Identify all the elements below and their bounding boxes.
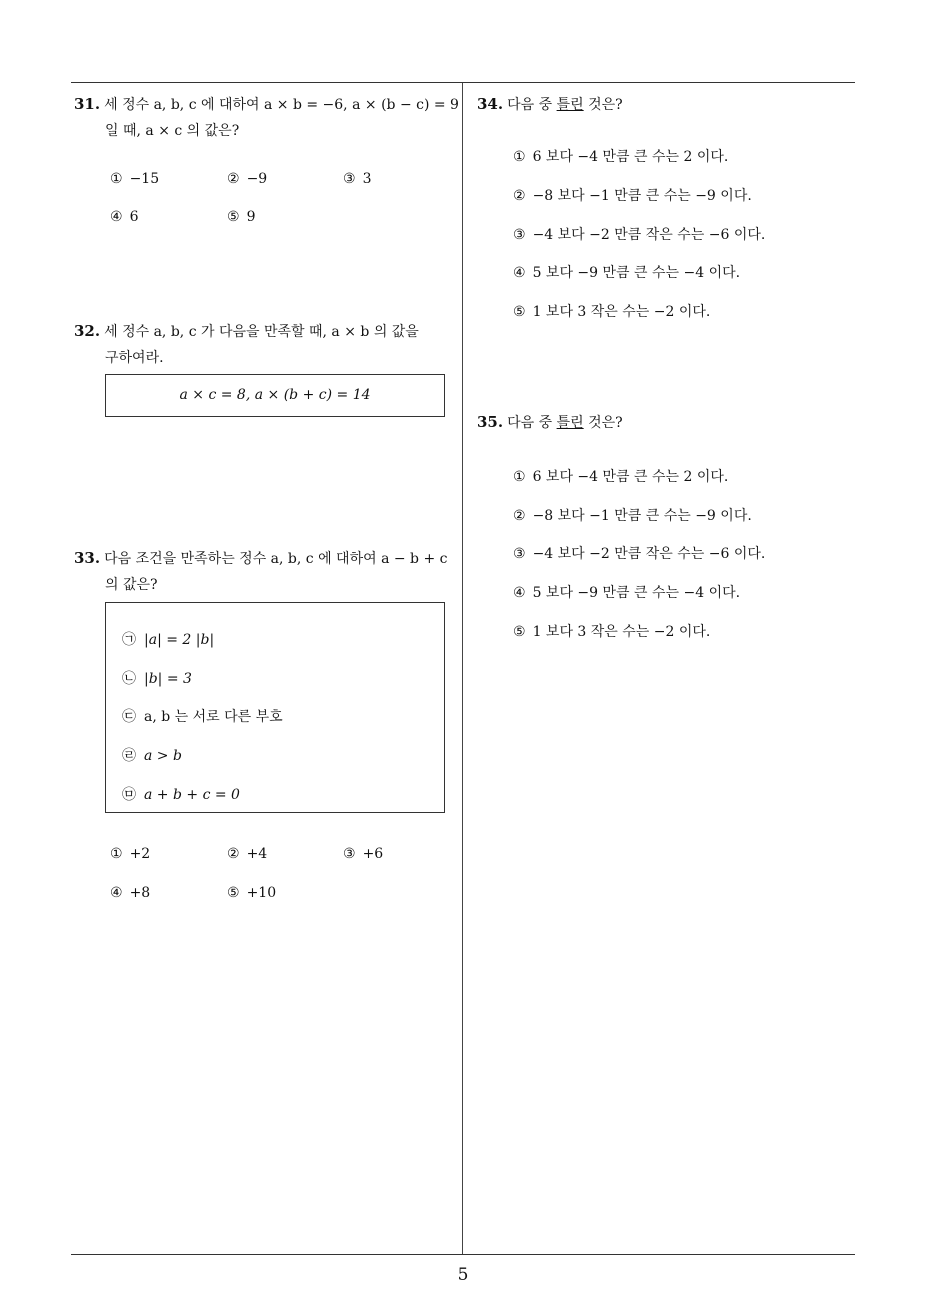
question-number: 34. — [477, 95, 504, 113]
question-number: 31. — [74, 95, 101, 113]
given-equation-box — [105, 374, 445, 417]
choice-34-5[interactable]: ⑤ 1 보다 3 작은 수는 −2 이다. — [513, 304, 711, 320]
question-31 — [74, 91, 464, 144]
choice-31-5[interactable]: ⑤ 9 — [227, 209, 256, 225]
question-number: 32. — [74, 322, 101, 340]
choice-35-1[interactable]: ① 6 보다 −4 만큼 큰 수는 2 이다. — [513, 469, 729, 485]
question-text-prefix: 다음 중 — [507, 97, 557, 113]
question-35 — [477, 409, 857, 436]
given-equation: a × c = 8, a × (b + c) = 14 — [179, 387, 371, 403]
question-text-line1: 세 정수 a, b, c 에 대하여 a × b = −6, a × (b − c) = 9 — [104, 97, 459, 113]
condition-4: ㉣ a > b — [122, 748, 182, 764]
page-number: 5 — [457, 1265, 469, 1285]
question-text-line2: 구하여라. — [105, 350, 164, 366]
condition-3: ㉢ a, b 는 서로 다른 부호 — [122, 709, 283, 725]
question-text-line1: 세 정수 a, b, c 가 다음을 만족할 때, a × b 의 값을 — [104, 324, 419, 340]
question-32 — [74, 318, 464, 371]
condition-2: ㉡ |b| = 3 — [122, 671, 192, 687]
question-34 — [477, 91, 857, 118]
question-number: 35. — [477, 413, 504, 431]
choice-31-1[interactable]: ① −15 — [110, 171, 160, 187]
question-33 — [74, 545, 464, 598]
choice-31-3[interactable]: ③ 3 — [343, 171, 372, 187]
question-text-line1: 다음 조건을 만족하는 정수 a, b, c 에 대하여 a − b + c — [104, 551, 448, 567]
choice-33-2[interactable]: ② +4 — [227, 846, 268, 862]
choice-35-4[interactable]: ④ 5 보다 −9 만큼 큰 수는 −4 이다. — [513, 585, 741, 601]
top-rule — [71, 82, 855, 83]
question-text-underlined: 틀린 — [556, 97, 584, 113]
question-text-prefix: 다음 중 — [507, 415, 557, 431]
choice-35-2[interactable]: ② −8 보다 −1 만큼 큰 수는 −9 이다. — [513, 508, 752, 524]
question-text-suffix: 것은? — [583, 97, 623, 113]
choice-34-4[interactable]: ④ 5 보다 −9 만큼 큰 수는 −4 이다. — [513, 265, 741, 281]
choice-35-5[interactable]: ⑤ 1 보다 3 작은 수는 −2 이다. — [513, 624, 711, 640]
choice-34-3[interactable]: ③ −4 보다 −2 만큼 작은 수는 −6 이다. — [513, 227, 766, 243]
choice-35-3[interactable]: ③ −4 보다 −2 만큼 작은 수는 −6 이다. — [513, 546, 766, 562]
conditions-box — [105, 602, 445, 813]
choice-31-2[interactable]: ② −9 — [227, 171, 268, 187]
question-text-underlined: 틀린 — [556, 415, 584, 431]
choice-34-2[interactable]: ② −8 보다 −1 만큼 큰 수는 −9 이다. — [513, 188, 752, 204]
bottom-rule — [71, 1254, 855, 1255]
question-text-line2: 의 값은? — [105, 577, 158, 593]
question-number: 33. — [74, 549, 101, 567]
condition-1: ㉠ |a| = 2 |b| — [122, 632, 215, 648]
choice-33-1[interactable]: ① +2 — [110, 846, 151, 862]
choice-31-4[interactable]: ④ 6 — [110, 209, 139, 225]
question-text-suffix: 것은? — [583, 415, 623, 431]
condition-5: ㉤ a + b + c = 0 — [122, 787, 240, 803]
choice-33-5[interactable]: ⑤ +10 — [227, 885, 277, 901]
choice-33-4[interactable]: ④ +8 — [110, 885, 151, 901]
column-divider — [462, 83, 463, 1254]
choice-34-1[interactable]: ① 6 보다 −4 만큼 큰 수는 2 이다. — [513, 149, 729, 165]
question-text-line2: 일 때, a × c 의 값은? — [105, 123, 240, 139]
choice-33-3[interactable]: ③ +6 — [343, 846, 384, 862]
